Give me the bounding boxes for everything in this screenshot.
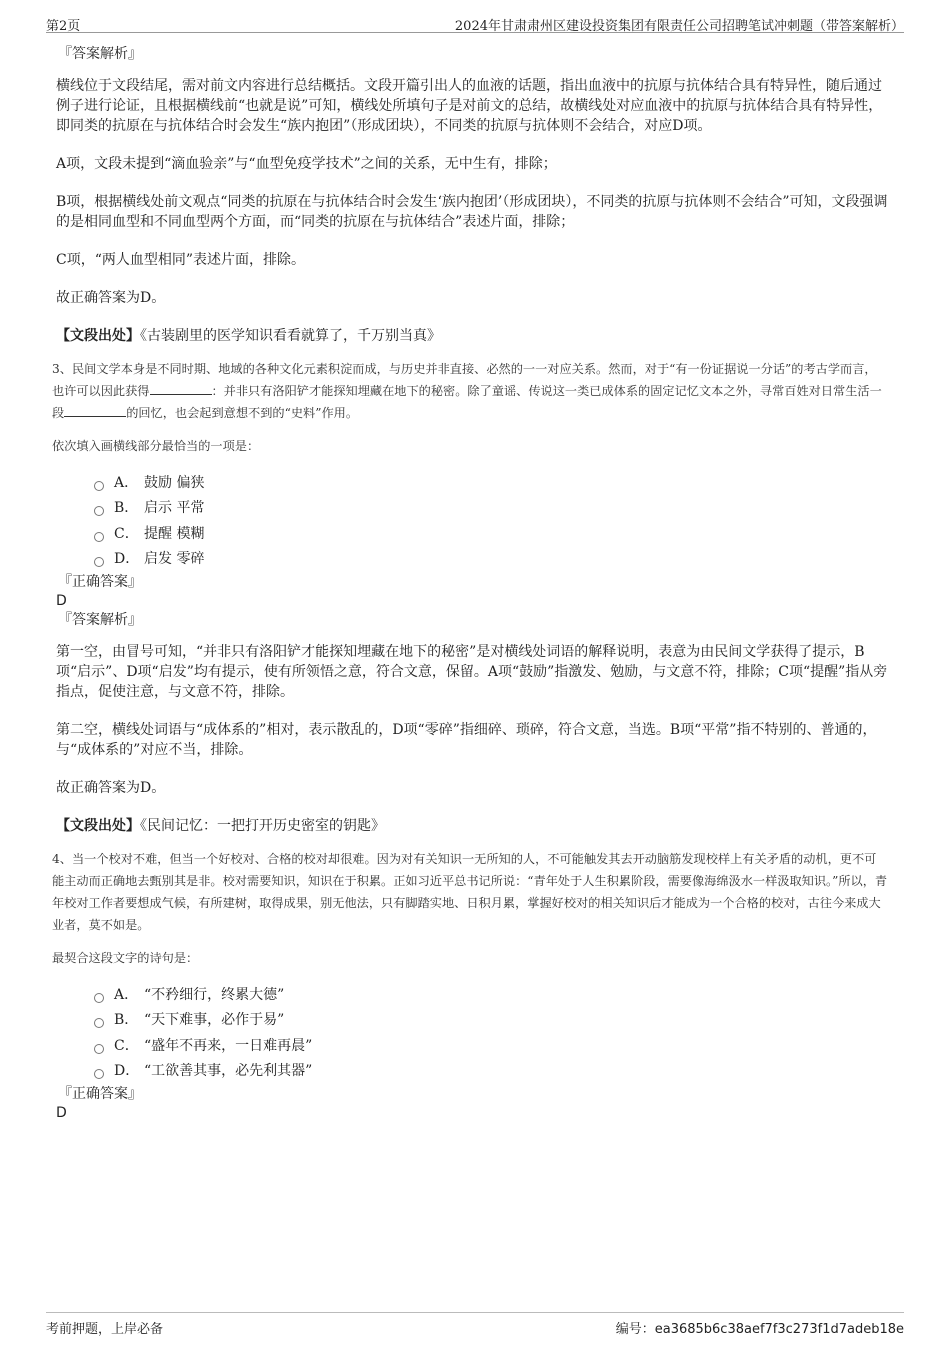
- radio-icon[interactable]: [94, 506, 104, 516]
- analysis-paragraph: B项，根据横线处前文观点“同类的抗原在与抗体结合时会发生‘族内抱团’（形成团块），不同类的抗原与抗体则不会结合”可知，文段强调的是相同血型和不同血型两个方面，而“同类的抗原在与抗体结合”表述片面，排除；: [56, 194, 888, 230]
- correct-answer-label: 『正确答案』: [58, 574, 142, 590]
- option-list: [94, 982, 888, 1084]
- option-b[interactable]: B． “天下难事，必作于易”: [94, 1008, 888, 1034]
- page-number: 第2页: [46, 19, 81, 34]
- option-list: [94, 470, 888, 572]
- question-stem: 3、民间文学本身是不同时期、地域的各种文化元素积淀而成，与历史并非直接、必然的一一对应关系。然而，对于“有一份证据说一分话”的考古学而言，也许可以因此获得 ：并非只有洛阳铲才能探知埋藏在地下的秘密。除了童谣、传说这一类已成体系的固定记忆文本之外，寻常百姓对日常生活一段 的回忆，也会起到意想不到的“史料”作用。: [52, 362, 882, 420]
- radio-icon[interactable]: [94, 993, 104, 1003]
- analysis-paragraph: 第一空，由冒号可知，“并非只有洛阳铲才能探知埋藏在地下的秘密”是对横线处词语的解释说明，表意为由民间文学获得了提示，B项“启示”、D项“启发”均有提示，使有所领悟之意，符合文意，保留。A项“鼓励”指激发、勉励，与文意不符，排除；C项“提醒”指从旁指点，促使注意，与文意不符，排除。: [56, 644, 888, 700]
- page-footer: [46, 1312, 904, 1337]
- analysis-paragraph: A项，文段未提到“滴血验亲”与“血型免疫学技术”之间的关系，无中生有，排除；: [56, 156, 557, 172]
- question-ask: 最契合这段文字的诗句是：: [52, 951, 199, 965]
- source-line: [56, 816, 888, 836]
- fill-blank: [64, 404, 126, 417]
- analysis-paragraph: 横线位于文段结尾，需对前文内容进行总结概括。文段开篇引出人的血液的话题，指出血液中的抗原与抗体结合具有特异性，随后通过例子进行论证，且根据横线前“也就是说”可知，横线处所填句子是对前文的总结，故横线处对应血液中的抗原与抗体结合具有特异性，即同类的抗原在与抗体结合时会发生“族内抱团”（形成团块），不同类的抗原与抗体则不会结合，对应D项。: [56, 78, 883, 134]
- main-content: [52, 44, 888, 1122]
- fill-blank: [150, 382, 212, 395]
- radio-icon[interactable]: [94, 532, 104, 542]
- analysis-label: 『答案解析』: [58, 46, 142, 62]
- option-a[interactable]: A． 鼓励 偏狭: [94, 470, 888, 496]
- option-c[interactable]: C． 提醒 模糊: [94, 521, 888, 547]
- source-label: 【文段出处】: [56, 328, 140, 344]
- option-c[interactable]: C． “盛年不再来，一日难再晨”: [94, 1033, 888, 1059]
- option-a[interactable]: A． “不矜细行，终累大德”: [94, 982, 888, 1008]
- source-line: [56, 326, 888, 346]
- page-header: [46, 12, 904, 33]
- analysis-paragraph: 故正确答案为D。: [56, 780, 166, 796]
- analysis-label: 『答案解析』: [58, 612, 142, 628]
- document-title: 2024年甘肃肃州区建设投资集团有限责任公司招聘笔试冲刺题（带答案解析）: [454, 19, 904, 34]
- option-b[interactable]: B． 启示 平常: [94, 496, 888, 522]
- source-label: 【文段出处】: [56, 818, 140, 834]
- analysis-paragraph: 第二空，横线处词语与“成体系的”相对，表示散乱的，D项“零碎”指细碎、琐碎，符合文意，当选。B项“平常”指不特别的、普通的，与“成体系的”对应不当，排除。: [56, 722, 877, 758]
- correct-answer: D: [56, 593, 67, 609]
- radio-icon[interactable]: [94, 1069, 104, 1079]
- code-label: 编号：: [615, 1322, 655, 1337]
- correct-answer: D: [56, 1105, 67, 1121]
- code-value: ea3685b6c38aef7f3c273f1d7adeb18e: [654, 1322, 904, 1337]
- document-code: [616, 1318, 904, 1337]
- analysis-paragraph: 故正确答案为D。: [56, 290, 166, 306]
- footer-slogan: 考前押题，上岸必备: [46, 1322, 164, 1337]
- option-d[interactable]: D． “工欲善其事，必先利其器”: [94, 1059, 888, 1085]
- radio-icon[interactable]: [94, 481, 104, 491]
- source-title: 《民间记忆：一把打开历史密室的钥匙》: [140, 818, 385, 834]
- radio-icon[interactable]: [94, 1018, 104, 1028]
- option-d[interactable]: D． 启发 零碎: [94, 547, 888, 573]
- source-title: 《古装剧里的医学知识看看就算了，千万别当真》: [140, 328, 441, 344]
- radio-icon[interactable]: [94, 1044, 104, 1054]
- correct-answer-label: 『正确答案』: [58, 1086, 142, 1102]
- question-stem: 4、当一个校对不难，但当一个好校对、合格的校对却很难。因为对有关知识一无所知的人，不可能触发其去开动脑筋发现校样上有关矛盾的动机，更不可能主动而正确地去甄别其是非。校对需要知识，知识在于积累。正如习近平总书记所说：“青年处于人生积累阶段，需要像海绵汲水一样汲取知识。”所以，青年校对工作者要想成气候，有所建树，取得成果，别无他法，只有脚踏实地、日积月累，掌握好校对的相关知识后才能成为一个合格的校对，古往今来成大业者，莫不如是。: [52, 852, 888, 932]
- analysis-paragraph: C项，“两人血型相同”表述片面，排除。: [56, 252, 306, 268]
- question-ask: 依次填入画横线部分最恰当的一项是：: [52, 439, 260, 453]
- radio-icon[interactable]: [94, 557, 104, 567]
